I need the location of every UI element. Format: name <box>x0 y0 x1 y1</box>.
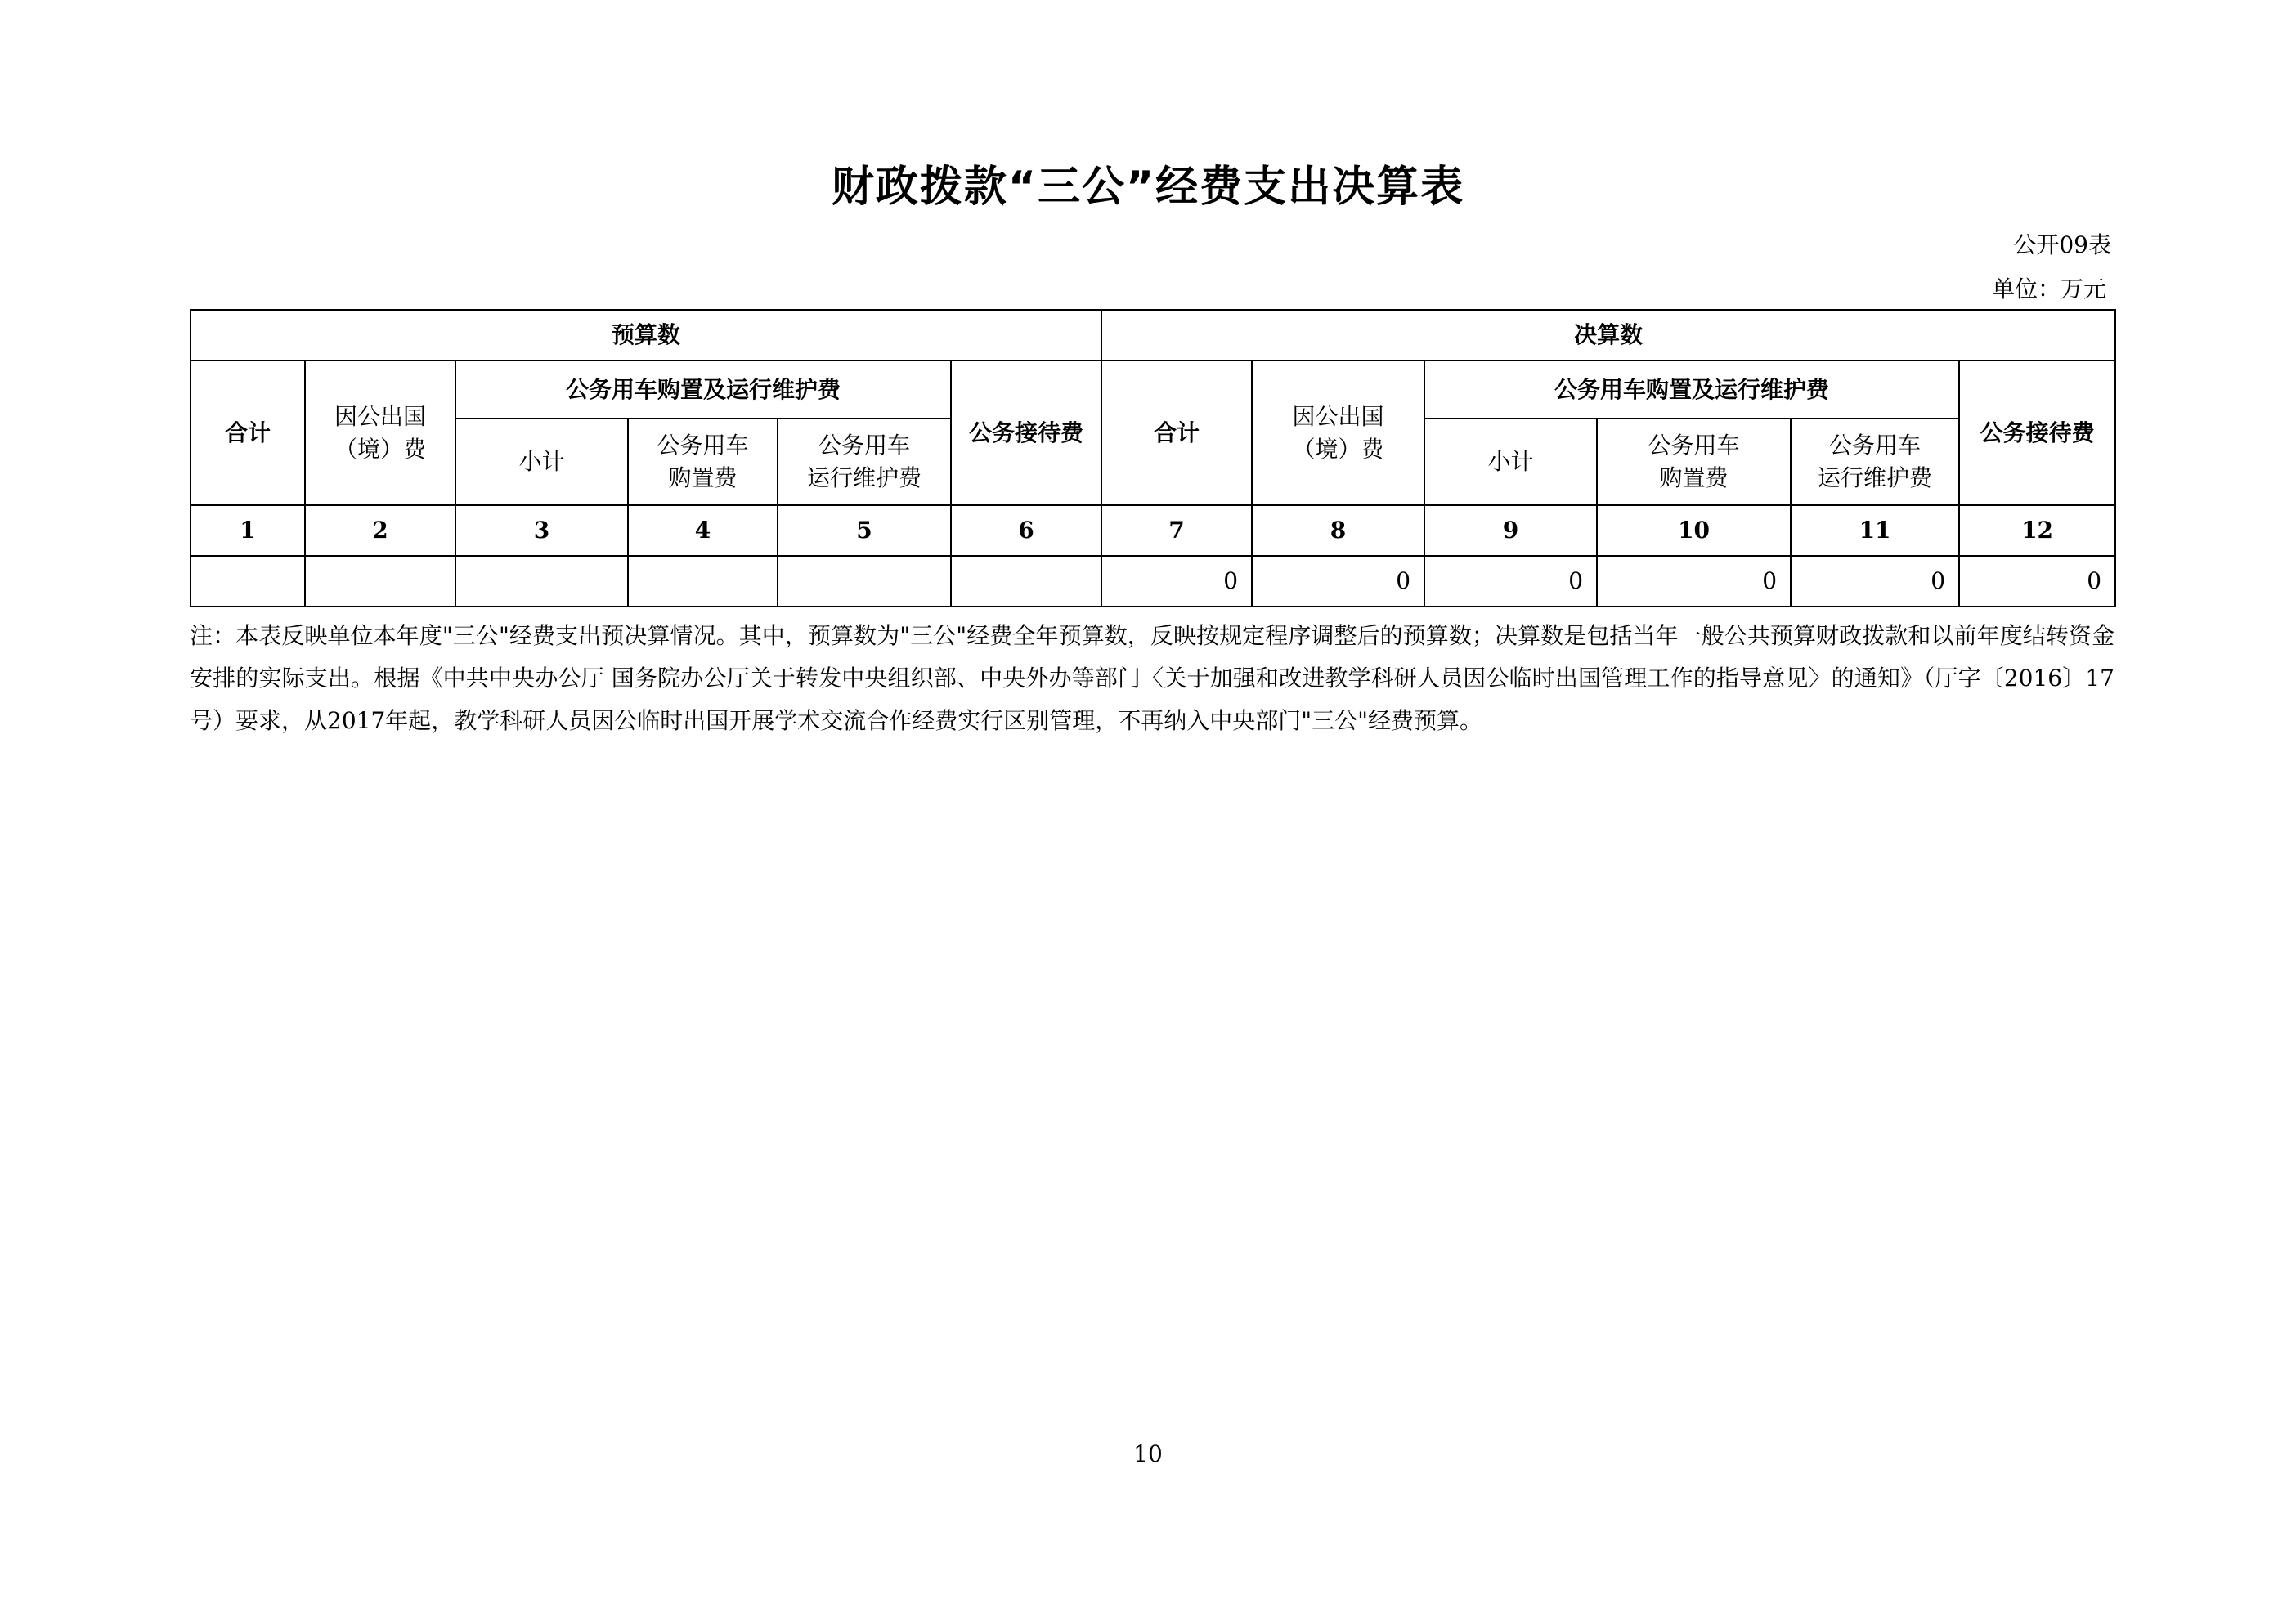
expenditure-table <box>190 309 2116 607</box>
header-line: 运行维护费 <box>1818 464 1933 491</box>
final-subtotal-header: 小计 <box>1424 419 1597 505</box>
header-line: 运行维护费 <box>806 464 922 491</box>
budget-vehicle-operation-cell <box>778 556 951 607</box>
column-number: 2 <box>305 505 455 556</box>
budget-subtotal-cell <box>455 556 628 607</box>
table-note: 注：本表反映单位本年度"三公"经费支出预决算情况。其中，预算数为"三公"经费全年预算数，反映按规定程序调整后的预算数；决算数是包括当年一般公共预算财政拨款和以前年度结转资金安排的实际支出。根据《中共中央办公厅 国务院办公厅关于转发中央组织部、中央外办等部门〈关于加强和改进教学科研人员因公临时出国管理工作的指导意见〉的通知》（厅字〔2016〕17号）要求，从2017年起，教学科研人员因公临时出国开展学术交流合作经费实行区别管理，不再纳入中央部门"三公"经费预算。 <box>190 622 2114 734</box>
budget-abroad-header <box>305 360 455 505</box>
header-line: 公务用车 <box>657 432 749 459</box>
header-line: 购置费 <box>1659 464 1729 491</box>
column-number: 12 <box>1959 505 2115 556</box>
final-vehicle-operation-cell: 0 <box>1791 556 1959 607</box>
column-number: 6 <box>951 505 1101 556</box>
budget-reception-header: 公务接待费 <box>951 360 1101 505</box>
column-number: 10 <box>1597 505 1791 556</box>
budget-vehicle-operation-header <box>778 419 951 505</box>
final-group-header: 决算数 <box>1101 310 2115 360</box>
final-vehicle-purchase-cell: 0 <box>1597 556 1791 607</box>
header-line: 公务用车 <box>818 432 910 459</box>
column-number: 1 <box>191 505 305 556</box>
column-number: 11 <box>1791 505 1959 556</box>
column-number: 7 <box>1101 505 1252 556</box>
column-number: 5 <box>778 505 951 556</box>
column-number: 8 <box>1252 505 1424 556</box>
budget-vehicle-purchase-cell <box>628 556 778 607</box>
budget-total-header: 合计 <box>191 360 305 505</box>
final-total-header: 合计 <box>1101 360 1252 505</box>
budget-subtotal-header: 小计 <box>455 419 628 505</box>
budget-vehicle-purchase-header <box>628 419 778 505</box>
final-abroad-cell: 0 <box>1252 556 1424 607</box>
column-number: 3 <box>455 505 628 556</box>
budget-vehicle-group-header: 公务用车购置及运行维护费 <box>455 360 951 419</box>
table-row <box>191 556 2115 607</box>
unit-label: 单位：万元 <box>1991 275 2106 302</box>
final-vehicle-operation-header <box>1791 419 1959 505</box>
header-line: 公务用车 <box>1648 432 1740 459</box>
final-reception-header: 公务接待费 <box>1959 360 2115 505</box>
header-line: 购置费 <box>668 464 738 491</box>
final-reception-cell: 0 <box>1959 556 2115 607</box>
column-number: 9 <box>1424 505 1597 556</box>
final-total-cell: 0 <box>1101 556 1252 607</box>
final-vehicle-group-header: 公务用车购置及运行维护费 <box>1424 360 1959 419</box>
header-line: （境）费 <box>334 435 426 463</box>
budget-abroad-cell <box>305 556 455 607</box>
header-line: 公务用车 <box>1829 432 1922 459</box>
header-line: 因公出国 <box>334 402 426 430</box>
budget-reception-cell <box>951 556 1101 607</box>
final-subtotal-cell: 0 <box>1424 556 1597 607</box>
column-number: 4 <box>628 505 778 556</box>
budget-group-header: 预算数 <box>191 310 1101 360</box>
column-number-row <box>191 505 2115 556</box>
budget-total-cell <box>191 556 305 607</box>
form-code: 公开09表 <box>2013 231 2111 258</box>
header-line: 因公出国 <box>1292 402 1384 430</box>
final-abroad-header <box>1252 360 1424 505</box>
header-line: （境）费 <box>1292 435 1384 463</box>
final-vehicle-purchase-header <box>1597 419 1791 505</box>
page-number: 10 <box>1133 1440 1163 1467</box>
document-title: 财政拨款“三公”经费支出决算表 <box>831 163 1465 212</box>
